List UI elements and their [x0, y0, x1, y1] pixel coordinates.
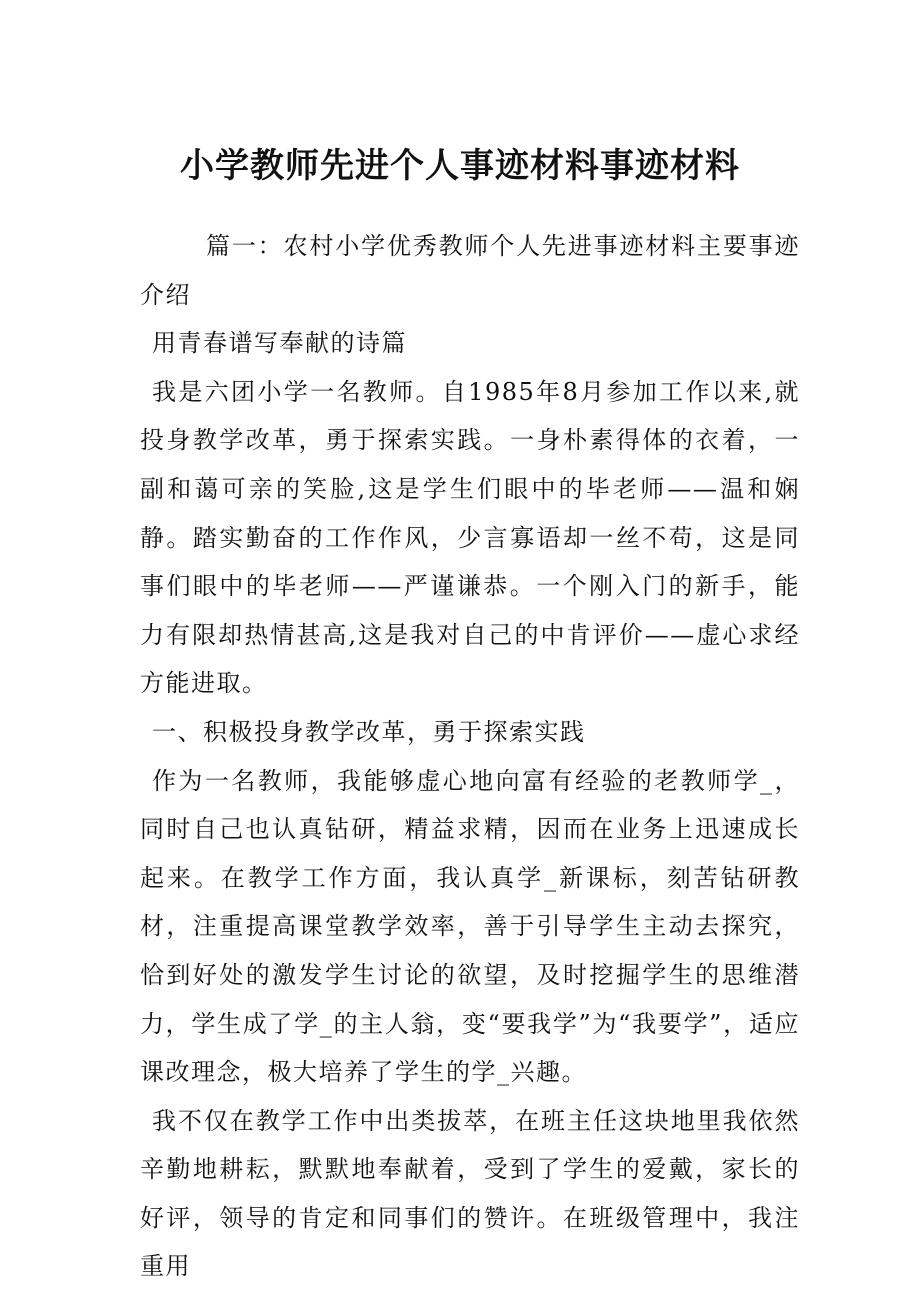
- document-body: [140, 222, 800, 1291]
- body-paragraph-class-management: 我不仅在教学工作中出类拔萃，在班主任这块地里我依然辛勤地耕耘，默默地奉献着，受到了学生的爱戴，家长的好评，领导的肯定和同事们的赞许。在班级管理中，我注重用: [140, 1106, 800, 1281]
- subtitle-paragraph: 用青春谱写奉献的诗篇: [152, 329, 407, 358]
- body-paragraph-intro: 我是六团小学一名教师。自1985年8月参加工作以来,就投身教学改革，勇于探索实践。一身朴素得体的衣着，一副和蔼可亲的笑脸,这是学生们眼中的毕老师——温和娴静。踏实勤奋的工作作风，少言寡语却一丝不苟，这是同事们眼中的毕老师——严谨谦恭。一个刚入门的新手，能力有限却热情甚高,这是我对自己的中肯评价——虚心求经方能进取。: [140, 377, 800, 698]
- section-heading-one: 一、积极投身教学改革，勇于探索实践: [152, 717, 586, 746]
- section-heading-part-one: 篇一：农村小学优秀教师个人先进事迹材料主要事迹介绍: [140, 232, 800, 309]
- body-paragraph-teaching: 作为一名教师，我能够虚心地向富有经验的老教师学_，同时自己也认真钻研，精益求精，因而在业务上迅速成长起来。在教学工作方面，我认真学_新课标，刻苦钻研教材，注重提高课堂教学效率，善于引导学生主动去探究，恰到好处的激发学生讨论的欲望，及时挖掘学生的思维潜力，学生成了学_的主人翁，变“要我学”为“我要学”，适应课改理念，极大培养了学生的学_兴趣。: [140, 766, 800, 1087]
- document-title: 小学教师先进个人事迹材料事迹材料: [180, 146, 740, 186]
